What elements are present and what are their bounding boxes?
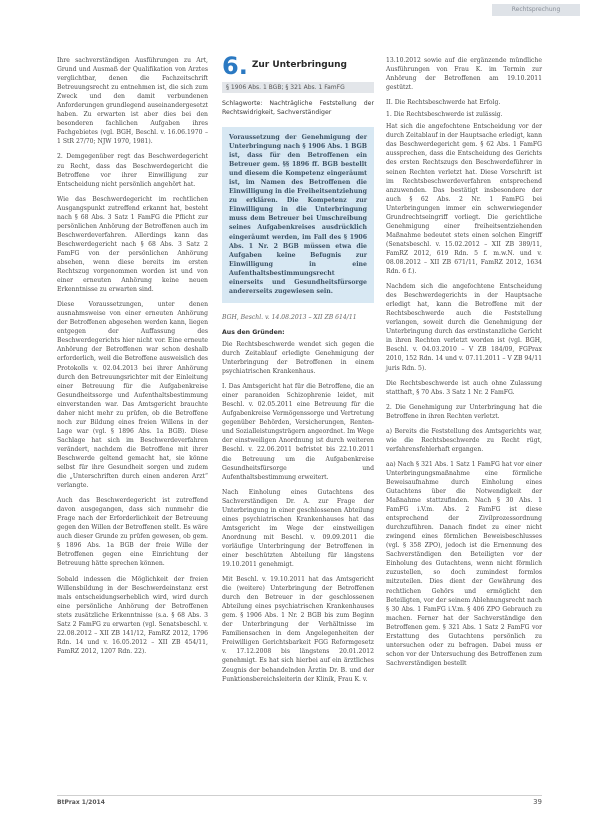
paragraph: Hat sich die angefochtene Entscheidung vor der durch Zeitablauf in der Hauptsache erledigt, kann das Beschwerdegericht gem. § 62 Abs. 1 FamFG aussprechen, dass die Entscheidung des Gerichts des ersten Rechtszugs den Beschwerdeführer in seinen Rechten verletzt hat. Diese Vorschrift ist im Rechtsbeschwerdeverfahren entsprechend anzuwenden. Das bestätigt insbesondere der auch § 62 Abs. 2 Nr. 1 FamFG bei Unterbringungen immer ein schwerwiegender Grundrechtseingriff vorliegt. Die gerichtliche Genehmigung einer freiheitsentziehenden Maßnahme bedeutet stets einen solchen Eingriff (Senatsbeschl. v. 15.02.2012 – XII ZB 389/11, FamRZ 2012, 619 Rdn. 5 f. m.w.N. und v. 08.08.2012 – XII ZB 671/11, FamRZ 2012, 1634 Rdn. 6 f.).	[386, 123, 542, 276]
paragraph: 1. Die Rechtsbeschwerde ist zulässig.	[386, 111, 503, 119]
paragraph: Sobald indessen die Möglichkeit der freien Willensbildung in der Beschwerdeinstanz erst mals entscheidungserheblich wird, wird durch eine persönliche Anhörung der Betroffenen stets zusätzliche Erkenntnisse (s.a. § 68 Abs. 3 Satz 2 FamFG zu erwarten (vgl. Senatsbeschl. v. 22.08.2012 – XII ZB 141/12, FamRZ 2012, 1796 Rdn. 14 und v. 16.05.2012 – XII ZB 454/11, FamRZ 2012, 1207 Rdn. 22).	[57, 575, 208, 655]
text-column-right	[386, 56, 542, 674]
text-column-middle	[222, 54, 374, 690]
section-number: 6.	[222, 52, 248, 80]
paragraph: Wie das Beschwerdegericht im rechtlichen Ausgangspunkt zutreffend erkannt hat, besteht nach § 68 Abs. 3 Satz 1 FamFG die Pflicht zur persönlichen Anhörung der Betroffenen auch im Beschwerdeverfahren. Allerdings kann das Beschwerdegericht nach § 68 Abs. 3 Satz 2 FamFG von der persönlichen Anhörung absehen, wenn diese bereits im ersten Rechtszug vorgenommen worden ist und von einer erneuten Anhörung keine neuen Erkenntnisse zu erwarten sind.	[57, 195, 208, 294]
paragraph: Ihre sachverständigen Ausführungen zu Art, Grund und Ausmaß der Qualifikation von Arztes verglichtbar, denen die Fachzeitschrift Betreuungsrecht zu entnehmen ist, die sich zum Zweck und den damit verbundenen Anforderungen grundlegend auseinandergesetzt haben. Zu erwarten ist aber dies bei den besonderen fachlichen Aufgaben ihres Fachgebietes (vgl. BGH, Beschl. v. 16.06.1970 – 1 StR 27/70; NJW 1970, 1981).	[57, 57, 208, 146]
paragraph: Die Rechtsbeschwerde ist auch ohne Zulassung statthaft, § 70 Abs. 3 Satz 1 Nr. 2 FamFG.	[386, 379, 542, 396]
court-citation: BGH, Beschl. v. 14.08.2013 – XII ZB 614/11	[222, 313, 357, 321]
paragraph: 2. Die Genehmigung zur Unterbringung hat die Betroffene in ihren Rechten verletzt.	[386, 403, 542, 420]
journal-issue: BtPrax 1/2014	[57, 799, 105, 806]
section-header-tab: Rechtsprechung	[492, 4, 580, 16]
paragraph: 13.10.2012 sowie auf die ergänzende mündliche Ausführungen von Frau K. im Termin zur Anhörung der Betroffenen am 19.10.2011 gestützt.	[386, 57, 542, 92]
norm-reference-bar: § 1906 Abs. 1 BGB; § 321 Abs. 1 FamFG	[222, 82, 374, 93]
keywords: Schlagworte: Nachträgliche Feststellung der Rechtswidrigkeit, Sachverständiger	[222, 100, 374, 116]
paragraph: I. Das Amtsgericht hat für die Betroffene, die an einer paranoiden Schizophrenie leidet, mit Beschl. v. 02.05.2011 eine Betreuung für die Aufgabenkreise Vermögenssorge und Vertretung gegenüber Behörden, Versicherungen, Renten- und Sozialleistungsträgern angeordnet. Im Wege der einstweiligen Anordnung ist durch weiteren Beschl. v. 22.06.2011 befristet bis 22.10.2011 die Betreuung um die Aufgabenkreise Gesundheitsfürsorge und Aufenthaltsbestimmung erweitert.	[222, 383, 374, 481]
paragraph: Mit Beschl. v. 19.10.2011 hat das Amtsgericht die (weitere) Unterbringung der Betroffenen durch den Betreuer in der geschlossenen Abteilung eines psychiatrischen Krankenhauses gem. § 1906 Abs. 1 Nr. 2 BGB bis zum Beginn der Unterbringung der Verhältnisse im Familiensachen in dem Angelegenheiten der Freiwilligen Gerichtsbarkeit FGG Reformgesetz v. 17.12.2008 bis längstens 20.01.2012 genehmigt. Es hat sich hierbei auf ein ärztliches Zeugnis der behandelnden Ärztin Dr. B. und der Funktionsbereichsleiterin der Klinik, Frau K. v.	[222, 576, 374, 683]
paragraph: Nachdem sich die angefochtene Entscheidung des Beschwerdegerichts in der Hauptsache erledigt hat, kann die Betroffene mit der Rechtsbeschwerde auch die Feststellung verlangen, soweit durch die Genehmigung der Unterbringung durch das erstinstanzliche Gericht in ihren Rechten verletzt worden ist (vgl. BGH, Beschl. v. 04.03.2010 – V ZB 184/09, FGPrax 2010, 152 Rdn. 14 und v. 07.11.2011 – V ZB 94/11 juris Rdn. 5).	[386, 283, 542, 372]
section-title: Zur Unterbringung	[251, 60, 347, 71]
section-heading	[222, 54, 374, 78]
paragraph: 2. Demgegenüber regt das Beschwerdegericht zu Recht, dass das Beschwerdegericht die Betroffene vor ihrer Einwilligung zur Entscheidung nicht persönlich angehört hat.	[57, 153, 208, 188]
paragraph: Nach Einholung eines Gutachtens des Sachverständigen Dr. A. zur Frage der Unterbringung in einer geschlossenen Abteilung eines psychiatrischen Krankenhauses hat das Amtsgericht im Wege der einstweiligen Anordnung mit Beschl. v. 09.09.2011 die vorläufige Unterbringung der Betroffenen in einer beschützten Abteilung für längstens 19.10.2011 genehmigt.	[222, 488, 374, 569]
footer-divider	[57, 795, 542, 796]
reasons-heading: Aus den Gründen:	[222, 328, 285, 336]
paragraph: Die Rechtsbeschwerde wendet sich gegen die durch Zeitablauf erledigte Genehmigung der Unterbringung der Betroffenen in einem psychiatrischen Krankenhaus.	[222, 340, 374, 376]
paragraph: II. Die Rechtsbeschwerde hat Erfolg.	[386, 99, 501, 107]
paragraph: aa) Nach § 321 Abs. 1 Satz 1 FamFG hat vor einer Unterbringungsmaßnahme eine förmliche Beweisaufnahme durch Einholung eines Gutachtens über die Notwendigkeit der Maßnahme stattzufinden. Nach § 30 Abs. 1 FamFG i.V.m. Abs. 2 FamFG ist diese entsprechend der Zivilprozessordnung durchzuführen. Danach findet zu einer nicht zwingend eines förmlichen Beweisbeschlusses (vgl. § 358 ZPO), jedoch ist die Ernennung des Sachverständigen den Beteiligten vor der Einholung des Gutachtens, wenn nicht förmlich zuzustellen, so doch zumindest formlos mitzuteilen. Dies dient der Gewährung des rechtlichen Gehörs und ermöglicht den Beteiligten, vor der seinem Ablehnungsrecht nach § 30 Abs. 1 FamFG i.V.m. § 406 ZPO Gebrauch zu machen. Ferner hat der Sachverständige den Betroffenen gem. § 321 Abs. 1 Satz 2 FamFG vor Erstattung des Gutachtens persönlich zu untersuchen oder zu befragen. Dabei muss er schon vor der Untersuchung des Betroffenen zum Sachverständigen bestellt	[386, 460, 542, 667]
paragraph: a) Bereits die Feststellung des Amtsgerichts war, wie die Rechtsbeschwerde zu Recht rügt, verfahrensfehlerhaft ergangen.	[386, 427, 542, 453]
paragraph: Diese Voraussetzungen, unter denen ausnahmsweise von einer erneuten Anhörung der Betroffenen abgesehen werden kann, liegen entgegen der Auffassung des Beschwerdegerichts hier nicht vor. Eine erneute Anhörung der Betroffenen war schon deshalb erforderlich, weil die Betroffene ausweislich des Protokolls v. 02.04.2013 bei ihrer Anhörung durch den Betreuungsrichter mit der Einleitung einer Betreuung für die Aufgabenkreise Gesundheitssorge und Aufenthaltsbestimmung einverstanden war. Das Amtsgericht brauchte daher nicht mehr zu prüfen, ob die Betroffene noch zur Bildung eines freien Willens in der Lage war (vgl. § 1896 Abs. 1a BGB). Diese Sachlage hat sich im Beschwerdeverfahren verändert, nachdem die Betroffene mit ihrer Beschwerde geltend gemacht hat, sie könne selbst für ihre Gesundheit sorgen und zudem die „Unterschriften durch einen anderen Arzt“ verlangte.	[57, 301, 208, 490]
headnote-box: Voraussetzung der Genehmigung der Unterbringung nach § 1906 Abs. 1 BGB ist, dass für den Betroffenen ein Betreuer gem. §§ 1896 ff. BGB bestellt und diesem die Kompetenz eingeräumt ist, im Namen des Betroffenen die Einwilligung in die Freiheitsentziehung zu erklären. Die Kompetenz zur Einwilligung in die Unterbringung muss dem Betreuer bei Umschreibung seines Aufgabenkreises ausdrücklich eingeräumt werden, im Fall des § 1906 Abs. 1 Nr. 2 BGB müssen etwa die Aufgaben keine Befugnis zur Einwilligung in eine Aufenthaltsbestimmungsrecht einerseits und Gesundheitsfürsorge andererseits zugewiesen sein.	[222, 127, 374, 303]
paragraph: Auch das Beschwerdegericht ist zutreffend davon ausgegangen, dass sich nunmehr die Frage nach der Erforderlichkeit der Betreuung gegen den Willen der Betroffenen stellt. Es wäre auch dieser Grunde zu prüfen gewesen, ob gem. § 1896 Abs. 1a BGB der freie Wille der Betroffenen gegen eine Einrichtung der Betreuung hätte sprechen können.	[57, 497, 208, 568]
text-column-left	[57, 56, 208, 662]
page-number: 39	[533, 798, 542, 806]
